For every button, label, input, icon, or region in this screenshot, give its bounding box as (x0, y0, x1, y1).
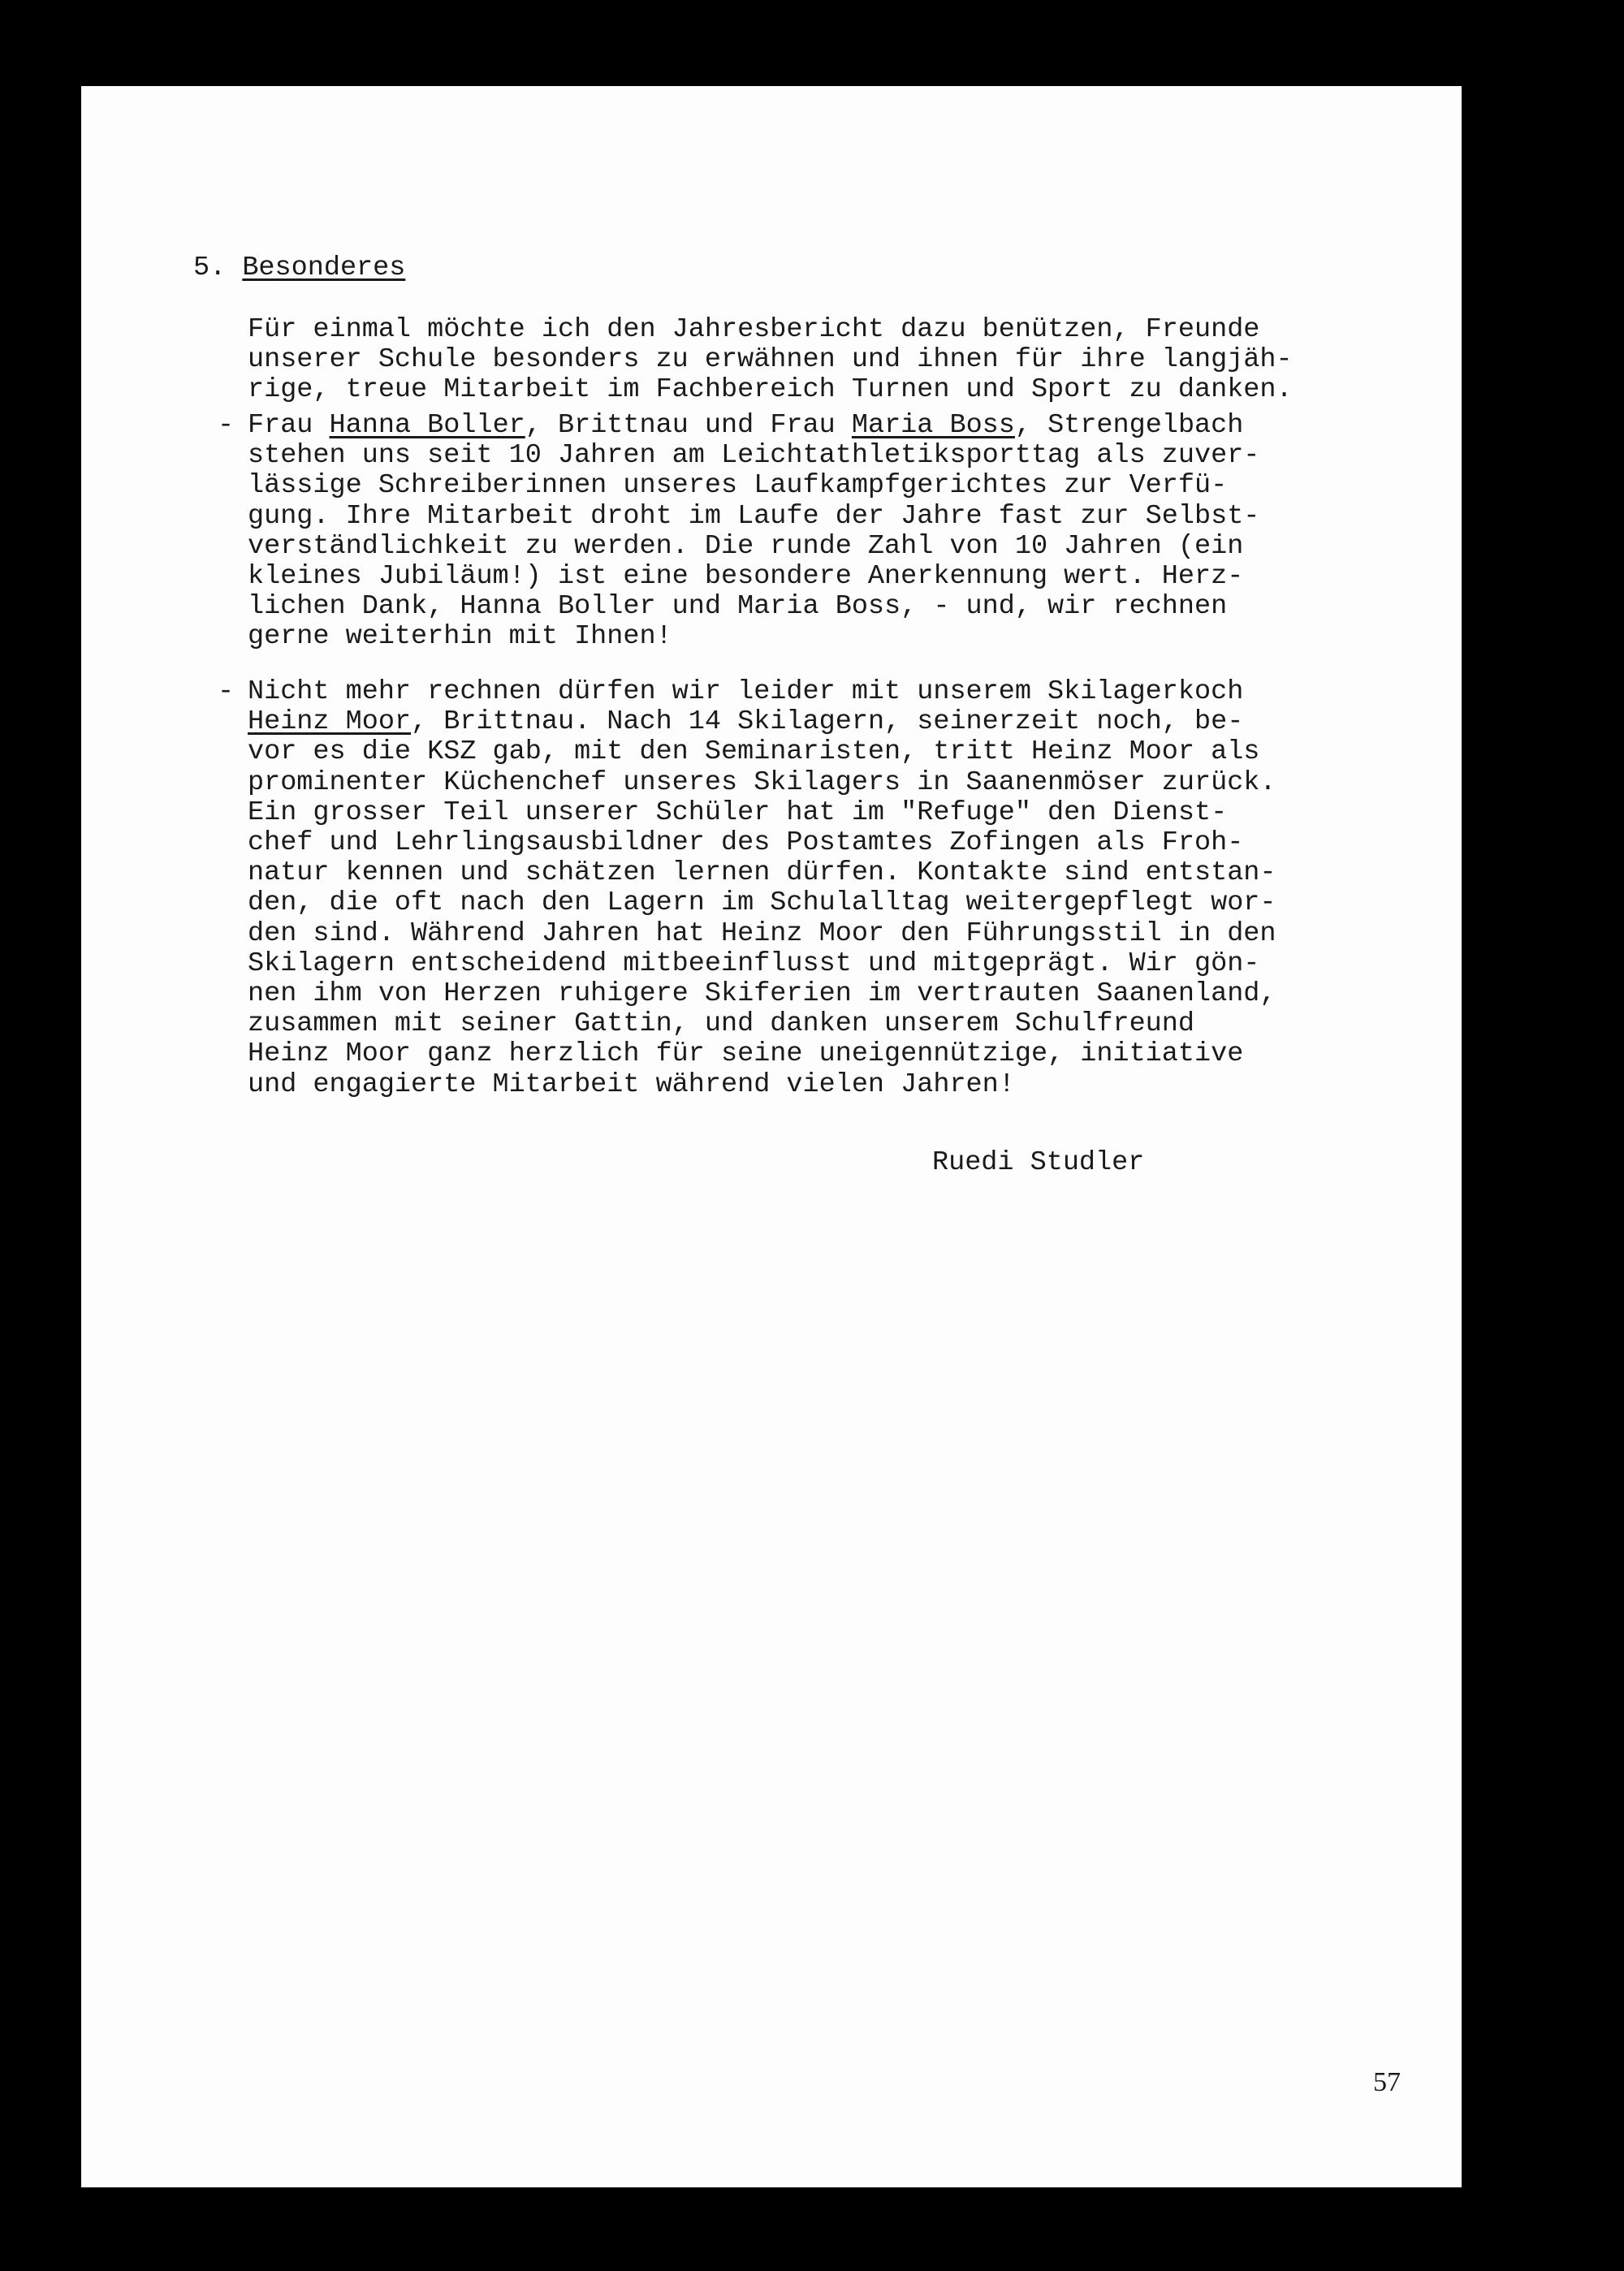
bullet-line: Heinz Moor ganz herzlich für seine uneigennützige, initiative (248, 1038, 1244, 1070)
bullet-line: kleines Jubiläum!) ist eine besondere Anerkennung wert. Herz- (248, 561, 1244, 593)
bullet-dash-2: - (218, 676, 235, 707)
bullet-line: prominenter Küchenchef unseres Skilagers in Saanenmöser zurück. (248, 766, 1276, 798)
section-heading (193, 253, 405, 283)
document-page (81, 86, 1462, 2187)
text-run: Frau (248, 410, 330, 441)
bullet-line: nen ihm von Herzen ruhigere Skiferien im vertrauten Saanenland, (248, 978, 1276, 1010)
signature: Ruedi Studler (932, 1147, 1145, 1178)
bullet-line: Skilagern entscheidend mitbeeinflusst und mitgeprägt. Wir gön- (248, 948, 1260, 979)
name-heinz-moor: Heinz Moor (248, 706, 412, 738)
bullet-paragraph-1 (248, 411, 1259, 653)
section-number: 5. (193, 253, 227, 283)
bullet-line: lichen Dank, Hanna Boller und Maria Boss, - und, wir rechnen (248, 591, 1228, 623)
intro-line: Für einmal möchte ich den Jahresbericht dazu benützen, Freunde (248, 314, 1260, 345)
text-run: , Brittnau. Nach 14 Skilagern, seinerzeit noch, be- (411, 706, 1244, 738)
bullet-line: den, die oft nach den Lagern im Schulalltag weitergepflegt wor- (248, 887, 1276, 919)
bullet-line: zusammen mit seiner Gattin, und danken unserem Schulfreund (248, 1008, 1194, 1040)
bullet-line: gung. Ihre Mitarbeit droht im Laufe der Jahre fast zur Selbst- (248, 500, 1260, 532)
text-run: , Brittnau und Frau (525, 410, 852, 441)
section-title: Besonderes (242, 253, 406, 283)
name-hanna-boller: Hanna Boller (329, 410, 525, 441)
bullet-line: und engagierte Mitarbeit während vielen Jahren! (248, 1069, 1015, 1100)
bullet-line (248, 411, 1259, 441)
bullet-line: natur kennen und schätzen lernen dürfen. Kontakte sind entstan- (248, 857, 1276, 889)
intro-line: rige, treue Mitarbeit im Fachbereich Turnen und Sport zu danken. (248, 374, 1293, 406)
bullet-line: chef und Lehrlingsausbildner des Postamtes Zofingen als Froh- (248, 827, 1244, 859)
bullet-line: Nicht mehr rechnen dürfen wir leider mit unserem Skilagerkoch (248, 676, 1244, 707)
bullet-line: stehen uns seit 10 Jahren am Leichtathletiksporttag als zuver- (248, 440, 1260, 472)
bullet-line: vor es die KSZ gab, mit den Seminaristen, tritt Heinz Moor als (248, 736, 1260, 768)
name-maria-boss: Maria Boss (851, 410, 1015, 441)
bullet-line: lässige Schreiberinnen unseres Laufkampfgerichtes zur Verfü- (248, 470, 1228, 502)
bullet-line: gerne weiterhin mit Ihnen! (248, 621, 672, 653)
text-run: , Strengelbach (1014, 410, 1244, 441)
bullet-line: den sind. Während Jahren hat Heinz Moor den Führungsstil in den (248, 917, 1276, 949)
bullet-line (248, 707, 1276, 737)
bullet-dash-1: - (218, 410, 235, 441)
bullet-line: Ein grosser Teil unserer Schüler hat im "Refuge" den Dienst- (248, 797, 1228, 828)
bullet-line: verständlichkeit zu werden. Die runde Zahl von 10 Jahren (ein (248, 530, 1244, 562)
intro-paragraph (248, 315, 1293, 406)
bullet-paragraph-2 (248, 677, 1276, 1100)
intro-line: unserer Schule besonders zu erwähnen und ihnen für ihre langjäh- (248, 344, 1293, 376)
page-number: 57 (1373, 2067, 1401, 2097)
